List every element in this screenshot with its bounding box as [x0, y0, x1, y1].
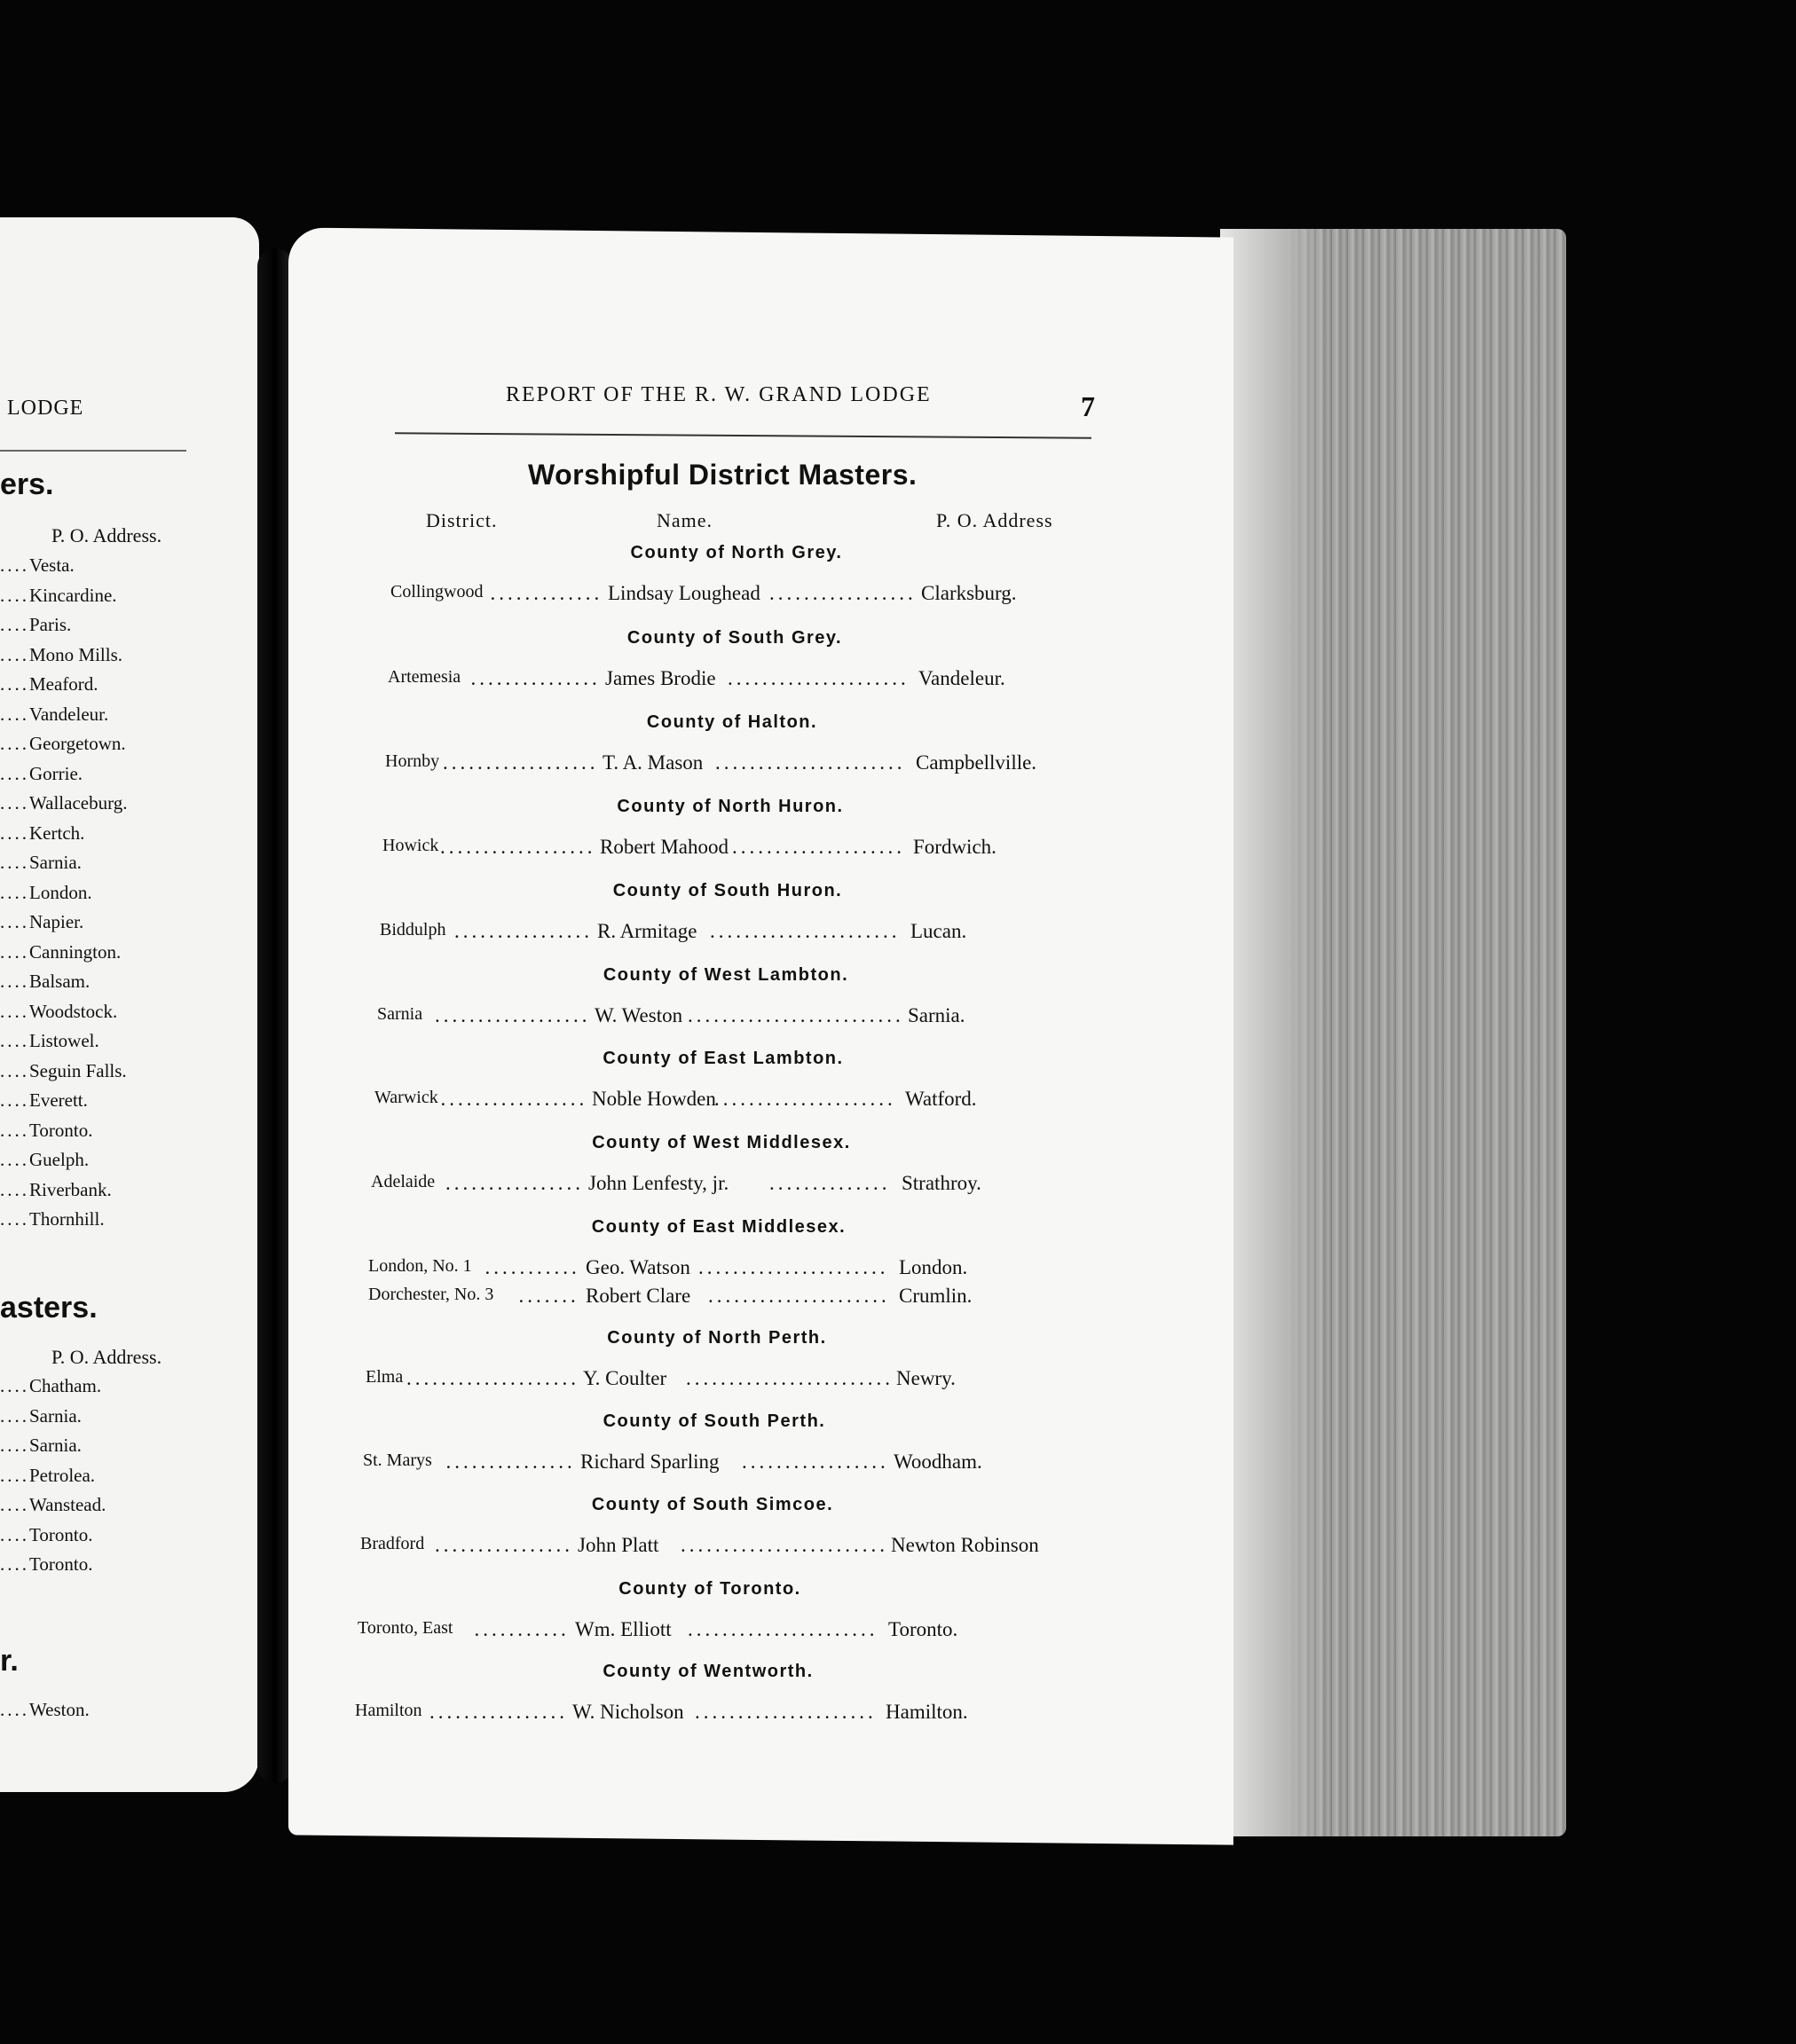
- address-list-item: ....Everett.: [0, 1089, 88, 1111]
- row-name: Lindsay Loughead: [608, 582, 760, 604]
- address-list-item: ....Toronto.: [0, 1523, 93, 1545]
- county-heading: County of North Perth.: [607, 1328, 827, 1348]
- row-district: Toronto, East: [358, 1618, 453, 1638]
- row-name: Richard Sparling: [580, 1450, 720, 1473]
- row-address: London.: [899, 1256, 968, 1278]
- row-address: Hamilton.: [886, 1701, 968, 1723]
- row-name: Geo. Watson: [586, 1256, 690, 1278]
- row-district: Hornby: [385, 751, 440, 771]
- address-list-item: ....Meaford.: [0, 673, 98, 695]
- address-list-item: ....Kincardine.: [0, 584, 117, 606]
- page-edge: [1220, 229, 1566, 1836]
- address-list-item: ....Sarnia.: [0, 1435, 82, 1456]
- row-name: W. Weston: [595, 1004, 683, 1026]
- address-list-item: ....Wanstead.: [0, 1494, 106, 1515]
- row-district: Sarnia: [377, 1004, 423, 1024]
- left-address-list-2: [0, 1375, 106, 1584]
- county-heading: County of West Lambton.: [603, 965, 849, 985]
- address-list-item: ....Weston.: [0, 1699, 90, 1720]
- row-name: Robert Clare: [586, 1285, 691, 1307]
- column-head-district: District.: [426, 509, 498, 531]
- left-address-list-1: [0, 554, 127, 1238]
- left-address-list-3: [0, 1699, 90, 1729]
- row-name: James Brodie: [605, 667, 716, 689]
- row-name: Robert Mahood: [600, 836, 729, 858]
- address-list-item: ....Toronto.: [0, 1119, 93, 1141]
- row-name: Wm. Elliott: [575, 1618, 672, 1640]
- county-heading: County of South Grey.: [626, 628, 843, 648]
- row-district: Howick: [382, 836, 439, 855]
- left-running-head: LODGE: [7, 397, 84, 420]
- row-address: Fordwich.: [913, 836, 996, 858]
- address-list-item: ....Vandeleur.: [0, 703, 109, 725]
- county-heading: County of Toronto.: [618, 1579, 801, 1599]
- row-address: Campbellville.: [916, 751, 1037, 774]
- row-address: Watford.: [905, 1088, 977, 1110]
- address-list-item: ....Guelph.: [0, 1149, 90, 1170]
- left-heading-2: asters.: [0, 1291, 98, 1325]
- row-district: Hamilton: [355, 1701, 422, 1720]
- row-district: Dorchester, No. 3: [368, 1285, 494, 1304]
- address-list-item: ....Sarnia.: [0, 852, 82, 873]
- row-district: Bradford: [360, 1534, 425, 1553]
- address-list-item: ....Cannington.: [0, 940, 122, 963]
- address-list-item: ....Listowel.: [0, 1030, 99, 1051]
- address-list-item: ....Paris.: [0, 614, 72, 635]
- left-heading-1: ers.: [0, 468, 54, 501]
- address-list-item: ....Seguin Falls.: [0, 1059, 127, 1081]
- address-list-item: ....Mono Mills.: [0, 643, 123, 665]
- left-column-head-1: P. O. Address.: [51, 524, 162, 546]
- county-heading: County of West Middlesex.: [592, 1133, 851, 1152]
- row-address: Sarnia.: [908, 1004, 965, 1026]
- address-list-item: ....Napier.: [0, 911, 84, 932]
- row-district: Warwick: [374, 1088, 438, 1107]
- row-address: Clarksburg.: [921, 582, 1017, 604]
- county-heading: County of South Simcoe.: [591, 1495, 834, 1514]
- address-list-item: ....Petrolea.: [0, 1464, 96, 1486]
- row-address: Newry.: [896, 1367, 956, 1389]
- address-list-item: ....Vesta.: [0, 554, 75, 576]
- left-column-head-2: P. O. Address.: [51, 1346, 162, 1368]
- address-list-item: ....Kertch.: [0, 822, 85, 844]
- book-gutter: [257, 248, 293, 1783]
- county-heading: County of East Lambton.: [603, 1049, 844, 1068]
- row-district: Collingwood: [390, 582, 484, 601]
- address-list-item: ....Riverbank.: [0, 1178, 112, 1200]
- county-heading: County of South Huron.: [612, 881, 843, 900]
- address-list-item: ....Gorrie.: [0, 762, 83, 784]
- row-name: John Lenfesty, jr.: [588, 1172, 729, 1194]
- column-head-address: P. O. Address: [936, 509, 1053, 531]
- row-address: Lucan.: [910, 920, 967, 942]
- address-list-item: ....Balsam.: [0, 971, 91, 992]
- left-page: [0, 217, 259, 1792]
- address-list-item: ....London.: [0, 881, 92, 903]
- row-address: Vandeleur.: [918, 667, 1005, 689]
- row-address: Crumlin.: [899, 1285, 973, 1307]
- row-address: Woodham.: [894, 1450, 982, 1473]
- row-name: Noble Howden: [592, 1088, 716, 1110]
- row-name: Y. Coulter: [583, 1367, 667, 1389]
- address-list-item: ....Chatham.: [0, 1375, 102, 1396]
- page-number: 7: [1081, 390, 1095, 422]
- left-heading-3: r.: [0, 1644, 19, 1678]
- page-title: Worshipful District Masters.: [528, 459, 918, 491]
- row-district: Artemesia: [388, 667, 461, 687]
- column-head-name: Name.: [657, 509, 713, 531]
- address-list-item: ....Woodstock.: [0, 1000, 118, 1022]
- address-list-item: ....Georgetown.: [0, 733, 126, 754]
- county-heading: County of Halton.: [646, 712, 818, 732]
- row-name: John Platt: [578, 1534, 659, 1556]
- row-name: R. Armitage: [597, 920, 697, 942]
- address-list-item: ....Thornhill.: [0, 1208, 105, 1230]
- county-heading: County of East Middlesex.: [591, 1217, 847, 1237]
- row-address: Newton Robinson: [891, 1534, 1039, 1556]
- row-district: Biddulph: [380, 920, 446, 939]
- county-heading: County of Wentworth.: [603, 1662, 814, 1681]
- address-list-item: ....Toronto.: [0, 1553, 93, 1575]
- row-district: Elma: [366, 1367, 404, 1387]
- row-district: London, No. 1: [368, 1256, 472, 1276]
- row-name: W. Nicholson: [572, 1701, 684, 1723]
- row-district: St. Marys: [363, 1450, 432, 1470]
- row-name: T. A. Mason: [603, 751, 704, 774]
- row-address: Toronto.: [888, 1618, 958, 1640]
- address-list-item: ....Wallaceburg.: [0, 792, 128, 814]
- address-list-item: ....Sarnia.: [0, 1404, 82, 1427]
- county-heading: County of North Huron.: [617, 797, 844, 816]
- row-district: Adelaide: [371, 1172, 436, 1191]
- running-head: REPORT OF THE R. W. GRAND LODGE: [506, 383, 932, 406]
- row-address: Strathroy.: [902, 1172, 981, 1194]
- left-head-rule: [0, 450, 186, 452]
- county-heading: County of North Grey.: [630, 543, 843, 562]
- county-heading: County of South Perth.: [603, 1411, 826, 1431]
